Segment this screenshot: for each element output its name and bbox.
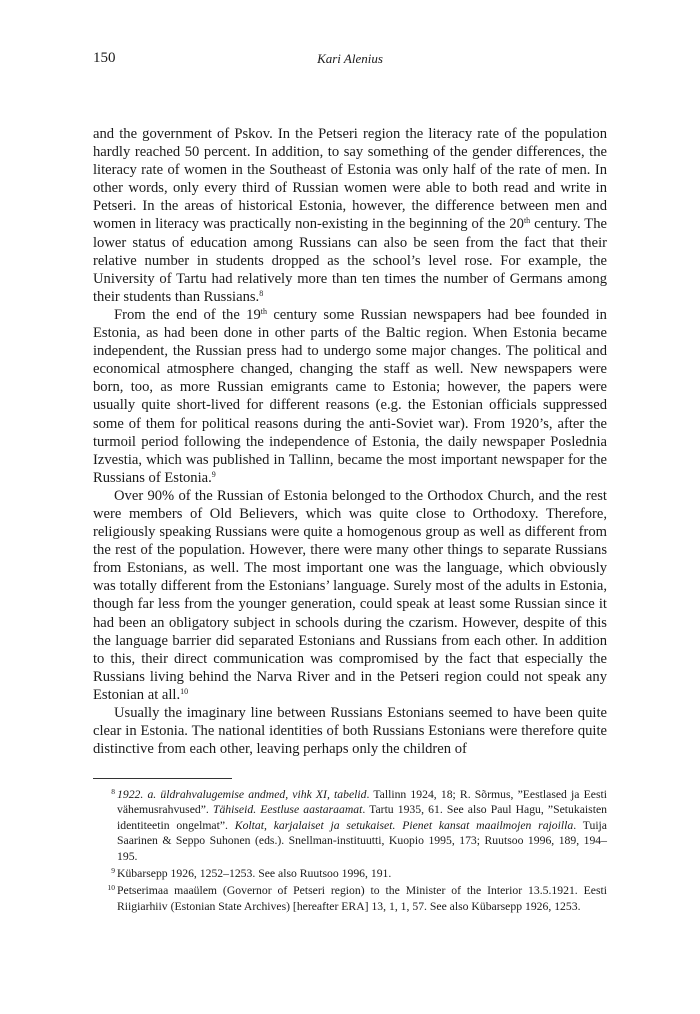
footnote-number: 10	[107, 883, 115, 893]
footnote-text-run: . Tallinn 1924, 18; R. Sõrmus, ”Eestlased ja Eesti vähemusrahvused”.	[117, 788, 607, 817]
footnote-10	[93, 883, 607, 914]
page-number: 150	[93, 50, 116, 66]
footnote-text-run: Tähiseid. Eestluse aastaraamat	[212, 803, 363, 817]
footnote-number: 8	[111, 787, 115, 796]
footnote-8	[93, 787, 607, 864]
superscript-ordinal: th	[260, 306, 267, 316]
footnote-ref-9[interactable]: 9	[211, 469, 216, 479]
page-header	[93, 50, 607, 70]
footnote-text-run: . Tartu 1935, 61. See also Paul Hagu, ”Setukaisten identiteetin ongelmat”.	[117, 803, 607, 832]
footnote-text-run: Petserimaa maaülem (Governor of Petseri region) to the Minister of the Interior 13.5.1921. Eesti Riigiarhiiv (Estonian State Archives) [hereafter ERA] 13, 1, 1, 57. See also Kübarsepp 1926, 1253.	[117, 884, 607, 913]
paragraph-2-text-b: century some Russian newspapers had bee founded in Estonia, as had been done in other parts of the Baltic region. When Estonia became independent, the Russian press had to undergo some major changes. The political and economical atmosphere changed, changing the staff as well. New newspapers were born, too, as more Russian emigrants came to Estonia; however, the papers were usually quite short-lived for different reasons (e.g. the Estonian officials suppressed some of them for political reasons during the anti-Soviet war). From 1920’s, after the turmoil period following the independence of Estonia, the daily newspaper Poslednia Izvestia, which was published in Tallinn, became the most important newspaper for the Russians of Estonia.	[93, 306, 607, 486]
paragraph-3	[93, 487, 607, 704]
paragraph-2-text-a: From the end of the 19	[114, 306, 261, 323]
paragraph-1	[93, 125, 607, 306]
running-head-author: Kari Alenius	[317, 51, 383, 66]
paragraph-4-text: Usually the imaginary line between Russians Estonians seemed to have been quite clear in Estonia. The national identities of both Russians Estonians were therefore quite distinctive from each other, leaving perhaps only the children of	[93, 705, 607, 758]
footnote-ref-8[interactable]: 8	[259, 288, 264, 298]
paragraph-4	[93, 704, 607, 758]
footnote-text-run: Kübarsepp 1926, 1252–1253. See also Ruutsoo 1996, 191.	[117, 867, 392, 881]
footnote-number: 9	[111, 866, 115, 876]
paragraph-1-text-a: and the government of Pskov. In the Petseri region the literacy rate of the population hardly reached 50 percent. In addition, to say something of the gender differences, the literacy rate of women in the Southeast of Estonia was only half of the rate of men. In other words, only every third of Russian women were able to both read and write in Petseri. In the areas of historical Estonia, however, the difference between men and women in literacy was practically non-existing in the beginning of the 20	[93, 126, 607, 233]
paragraph-1-text-b: century. The lower status of education among Russians can also be seen from the fact that their relative number in students dropped as the school’s level rose. For example, the University of Tartu had relatively more than ten times the number of Germans among their students than Russians.	[93, 216, 607, 305]
footnote-ref-10[interactable]: 10	[180, 686, 189, 696]
footnote-text-run: . Tuija Saarinen & Seppo Suhonen (eds.). Snellman-instituutti, Kuopio 1995, 173; Ruutsoo 1996, 189, 194–195.	[117, 818, 607, 863]
footnote-9	[93, 866, 607, 881]
superscript-ordinal: th	[523, 216, 531, 226]
footnote-text-run: 1922. a. üldrahvalugemise andmed, vihk XI, tabelid	[117, 788, 367, 801]
paragraph-2	[93, 306, 607, 487]
footnotes	[93, 787, 607, 916]
body-text	[93, 125, 607, 758]
footnote-text-run: Koltat, karjalaiset ja setukaiset. Pienet kansat maailmojen rajoilla	[234, 818, 574, 832]
paragraph-3-text: Over 90% of the Russian of Estonia belonged to the Orthodox Church, and the rest were members of Old Believers, which was quite close to Orthodoxy. Therefore, religiously speaking Russians were quite a homogenous group as well as different from the rest of the population. However, there were many other things to separate Russians from Estonians, as well. The most important one was the language, which obviously was totally different from the Estonians’ language. Surely most of the adults in Estonia, though far less from the younger generation, could speak at least some Russian since it had been an obligatory subject in schools during the czarism. However, despite of this the language barrier did separated Estonians and Russians from each other. In addition to this, their direct communication was compromised by the fact that especially the Russians living behind the Narva River and in the Petseri region could not speak any Estonian at all.	[93, 487, 607, 703]
footnote-divider	[93, 778, 232, 779]
